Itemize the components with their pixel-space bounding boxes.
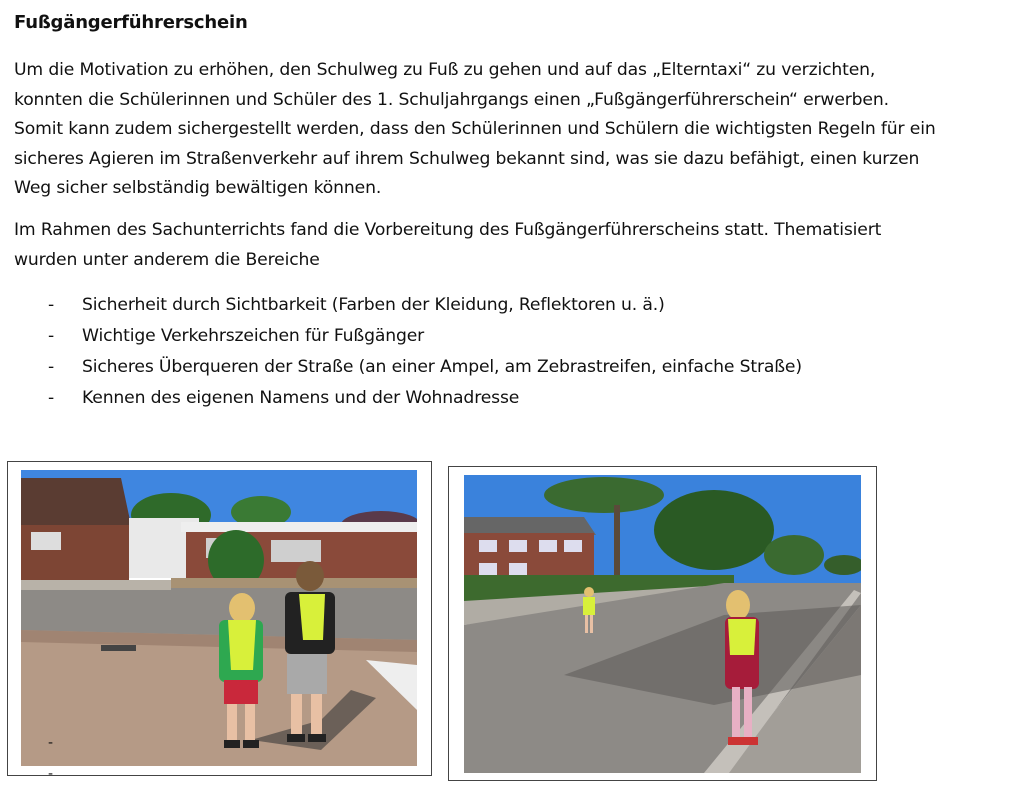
text-line: konnten die Schülerinnen und Schüler des 1. Schuljahrgangs einen „Fußgängerführerschein“ erwerben. bbox=[14, 89, 889, 110]
list-item bbox=[48, 383, 802, 414]
stray-dash: - bbox=[48, 735, 54, 751]
list-item bbox=[48, 321, 802, 352]
text-line: wurden unter anderem die Bereiche bbox=[14, 249, 320, 270]
list-item-text: Wichtige Verkehrszeichen für Fußgänger bbox=[82, 326, 425, 346]
list-item-text: Sicheres Überqueren der Straße (an einer Ampel, am Zebrastreifen, einfache Straße) bbox=[82, 357, 802, 377]
bullet-dash: - bbox=[48, 357, 55, 377]
document-title: Fußgängerführerschein bbox=[14, 12, 248, 33]
bullet-dash: - bbox=[48, 326, 55, 346]
list-item bbox=[48, 352, 802, 383]
photo-children-on-road bbox=[464, 475, 861, 773]
photo-children-at-curb bbox=[21, 470, 417, 766]
bullet-dash: - bbox=[48, 295, 55, 315]
list-item-text: Kennen des eigenen Namens und der Wohnadresse bbox=[82, 388, 520, 408]
list-item-text: Sicherheit durch Sichtbarkeit (Farben der Kleidung, Reflektoren u. ä.) bbox=[82, 295, 665, 315]
stray-dash: - bbox=[48, 766, 54, 782]
text-line: sicheres Agieren im Straßenverkehr auf ihrem Schulweg bekannt sind, was sie dazu befähigt, einen kurzen bbox=[14, 148, 920, 169]
text-line: Weg sicher selbständig bewältigen können. bbox=[14, 178, 382, 198]
photo-frame-right bbox=[448, 466, 877, 781]
text-line: Um die Motivation zu erhöhen, den Schulweg zu Fuß zu gehen und auf das „Elterntaxi“ zu verzichten, bbox=[14, 60, 876, 80]
topics-list bbox=[48, 290, 802, 414]
topics-paragraph bbox=[14, 216, 1014, 275]
list-item bbox=[48, 290, 802, 321]
intro-paragraph bbox=[14, 56, 1014, 204]
bullet-dash: - bbox=[48, 388, 55, 408]
text-line: Im Rahmen des Sachunterrichts fand die Vorbereitung des Fußgängerführerscheins statt. Thematisiert bbox=[14, 220, 882, 240]
text-line: Somit kann zudem sichergestellt werden, dass den Schülerinnen und Schülern die wichtigsten Regeln für ein bbox=[14, 119, 936, 139]
photo-frame-left bbox=[7, 461, 432, 776]
